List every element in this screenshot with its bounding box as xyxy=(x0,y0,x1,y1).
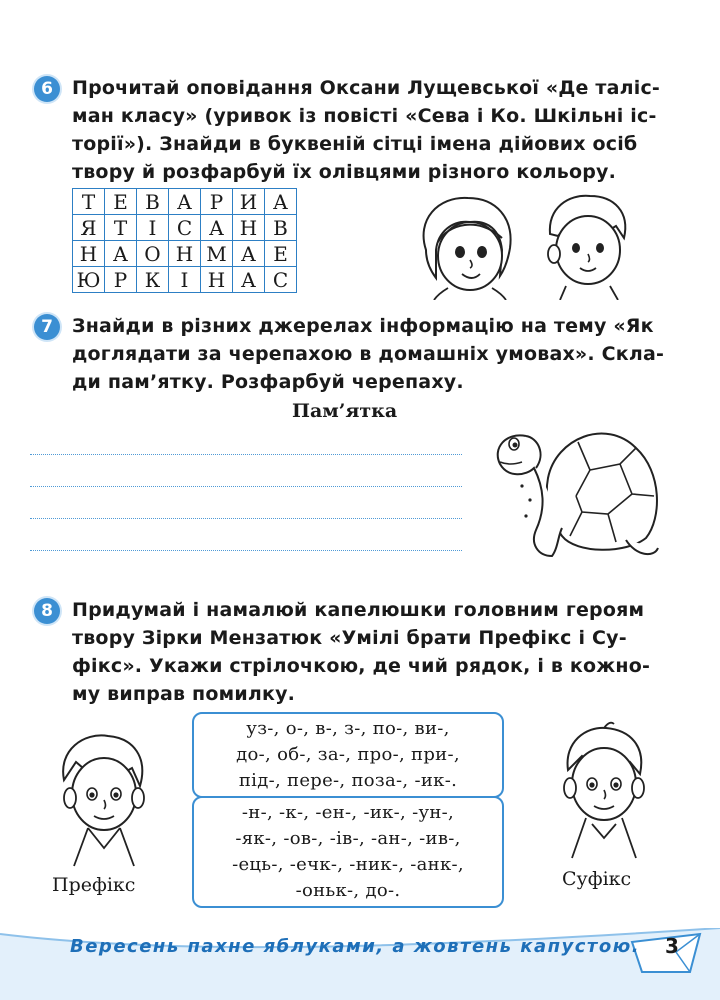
grid-cell[interactable]: А xyxy=(201,215,233,241)
task-number-badge: 7 xyxy=(34,314,60,340)
grid-cell[interactable]: І xyxy=(169,267,201,293)
grid-row xyxy=(73,267,297,293)
turtle-illustration xyxy=(486,408,666,564)
grid-cell[interactable]: Р xyxy=(105,267,137,293)
grid-cell[interactable]: И xyxy=(233,189,265,215)
grid-cell[interactable]: В xyxy=(137,189,169,215)
grid-cell[interactable]: І xyxy=(137,215,169,241)
writing-line[interactable] xyxy=(30,550,462,551)
task-6-line: Прочитай оповідання Оксани Лущевської «Де таліс- xyxy=(72,77,661,99)
grid-cell[interactable]: Н xyxy=(201,267,233,293)
grid-cell[interactable]: А xyxy=(169,189,201,215)
grid-cell[interactable]: А xyxy=(265,189,297,215)
prefix-line: уз-, о-, в-, з-, по-, ви-, xyxy=(246,718,450,739)
page-number: 3 xyxy=(665,934,679,958)
grid-row xyxy=(73,215,297,241)
grid-cell[interactable]: Н xyxy=(233,215,265,241)
suffix-line: -н-, -к-, -ен-, -ик-, -ун-, xyxy=(241,802,455,823)
memo-title: Пам’ятка xyxy=(292,400,398,422)
task-number-badge: 8 xyxy=(34,598,60,624)
grid-cell[interactable]: Е xyxy=(105,189,137,215)
grid-cell[interactable]: Ю xyxy=(73,267,105,293)
grid-cell[interactable]: Т xyxy=(73,189,105,215)
grid-cell[interactable]: А xyxy=(233,241,265,267)
task-8-line: Придумай і намалюй капелюшки головним героям xyxy=(72,599,645,621)
writing-line[interactable] xyxy=(30,454,462,455)
writing-line[interactable] xyxy=(30,518,462,519)
grid-cell[interactable]: М xyxy=(201,241,233,267)
grid-cell[interactable]: С xyxy=(265,267,297,293)
prefix-box xyxy=(192,712,504,798)
suffix-label: Суфікс xyxy=(562,868,632,890)
task-8-line: твору Зірки Мензатюк «Умілі брати Префікс і Су- xyxy=(72,627,627,649)
task-7-line: Знайди в різних джерелах інформацію на тему «Як xyxy=(72,315,654,337)
task-number-badge: 6 xyxy=(34,76,60,102)
grid-cell[interactable]: Т xyxy=(105,215,137,241)
prefix-label: Префікс xyxy=(52,874,136,896)
task-8-text xyxy=(72,596,672,708)
boy-illustration xyxy=(532,188,642,300)
grid-cell[interactable]: Н xyxy=(73,241,105,267)
suffix-boy-illustration xyxy=(546,720,662,860)
grid-cell[interactable]: К xyxy=(137,267,169,293)
grid-cell[interactable]: Я xyxy=(73,215,105,241)
task-7-line: доглядати за черепахою в домашніх умовах». Скла- xyxy=(72,343,665,365)
grid-cell[interactable]: Р xyxy=(201,189,233,215)
grid-cell[interactable]: А xyxy=(105,241,137,267)
prefix-boy-illustration xyxy=(44,728,164,868)
grid-cell[interactable]: В xyxy=(265,215,297,241)
task-6-line: торії»). Знайди в буквеній сітці імена дійових осіб xyxy=(72,133,638,155)
grid-cell[interactable]: Е xyxy=(265,241,297,267)
suffix-line: -як-, -ов-, -ів-, -ан-, -ив-, xyxy=(235,828,461,849)
task-6-line: твору й розфарбуй їх олівцями різного кольору. xyxy=(72,161,617,183)
grid-row xyxy=(73,189,297,215)
grid-cell[interactable]: Н xyxy=(169,241,201,267)
suffix-line: -оньк-, до-. xyxy=(295,880,401,901)
task-6-text xyxy=(72,74,672,186)
letter-grid xyxy=(72,188,297,293)
writing-line[interactable] xyxy=(30,486,462,487)
prefix-line: під-, пере-, поза-, -ик-. xyxy=(238,770,458,791)
task-7-line: ди пам’ятку. Розфарбуй черепаху. xyxy=(72,371,464,393)
grid-cell[interactable]: А xyxy=(233,267,265,293)
grid-cell[interactable]: С xyxy=(169,215,201,241)
grid-cell[interactable]: О xyxy=(137,241,169,267)
girl-illustration xyxy=(408,190,526,300)
task-8-line: фікс». Укажи стрілочкою, де чий рядок, і в кожно- xyxy=(72,655,651,677)
suffix-box xyxy=(192,796,504,908)
suffix-line: -ець-, -ечк-, -ник-, -анк-, xyxy=(232,854,464,875)
task-6-line: ман класу» (уривок із повісті «Сева і Ко. Шкільні іс- xyxy=(72,105,657,127)
prefix-line: до-, об-, за-, про-, при-, xyxy=(236,744,460,765)
footer-proverb: Вересень пахне яблуками, а жовтень капустою. xyxy=(70,936,641,957)
task-7-text xyxy=(72,312,672,396)
task-8-line: му виправ помилку. xyxy=(72,683,296,705)
grid-row xyxy=(73,241,297,267)
